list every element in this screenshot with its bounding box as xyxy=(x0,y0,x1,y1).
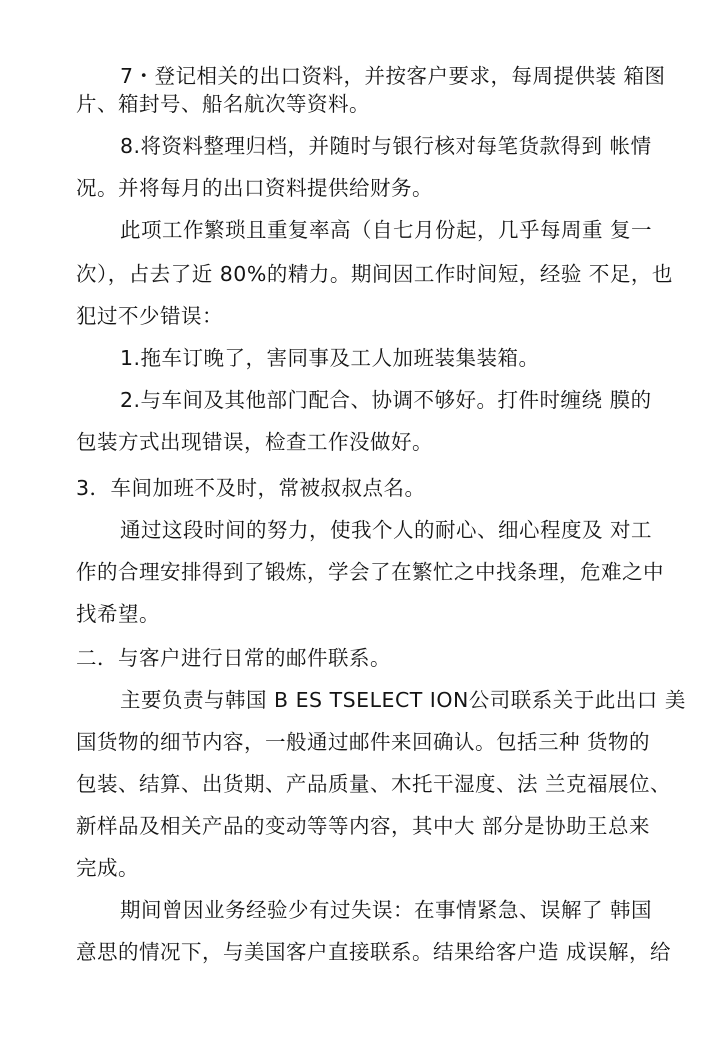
text-line: 找希望。 xyxy=(76,602,160,626)
text-line: 8.将资料整理归档，并随时与银行核对每笔货款得到 帐情 xyxy=(120,134,652,158)
text-line: 意思的情况下，与美国客户直接联系。结果给客户造 成误解，给 xyxy=(76,940,672,964)
text-line: 次），占去了近 80%的精力。期间因工作时间短，经验 不足，也 xyxy=(76,262,673,286)
text-line: 作的合理安排得到了锻炼，学会了在繁忙之中找条理，危难之中 xyxy=(76,560,664,584)
text-line: 通过这段时间的努力，使我个人的耐心、细心程度及 对工 xyxy=(120,518,653,542)
text-line: 2.与车间及其他部门配合、协调不够好。打件时缠绕 膜的 xyxy=(120,388,652,412)
text-line: 完成。 xyxy=(76,856,139,880)
text-line: 7・登记相关的出口资料，并按客户要求，每周提供装 箱图 xyxy=(120,64,666,88)
text-line: 包装、结算、出货期、产品质量、木托干湿度、法 兰克福展位、 xyxy=(76,772,672,796)
text-line: 况。并将每月的出口资料提供给财务。 xyxy=(76,176,433,200)
text-line: 新样品及相关产品的变动等等内容，其中大 部分是协助王总来 xyxy=(76,814,651,838)
text-line: 片、箱封号、船名航次等资料。 xyxy=(76,92,370,116)
text-line: 包装方式出现错误，检查工作没做好。 xyxy=(76,430,433,454)
text-line: 1.拖车订晚了，害同事及工人加班装集装箱。 xyxy=(120,346,540,370)
text-line: 3．车间加班不及时，常被叔叔点名。 xyxy=(76,476,426,500)
text-line: 期间曾因业务经验少有过失误：在事情紧急、误解了 韩国 xyxy=(120,898,653,922)
text-line: 主要负责与韩国 B ES TSELECT ION公司联系关于此出口 美 xyxy=(120,688,686,712)
section-heading: 二．与客户进行日常的邮件联系。 xyxy=(76,646,391,670)
text-line: 犯过不少错误： xyxy=(76,304,223,328)
text-line: 国货物的细节内容，一般通过邮件来回确认。包括三种 货物的 xyxy=(76,730,651,754)
text-line: 此项工作繁琐且重复率高（自七月份起，几乎每周重 复一 xyxy=(120,218,653,242)
